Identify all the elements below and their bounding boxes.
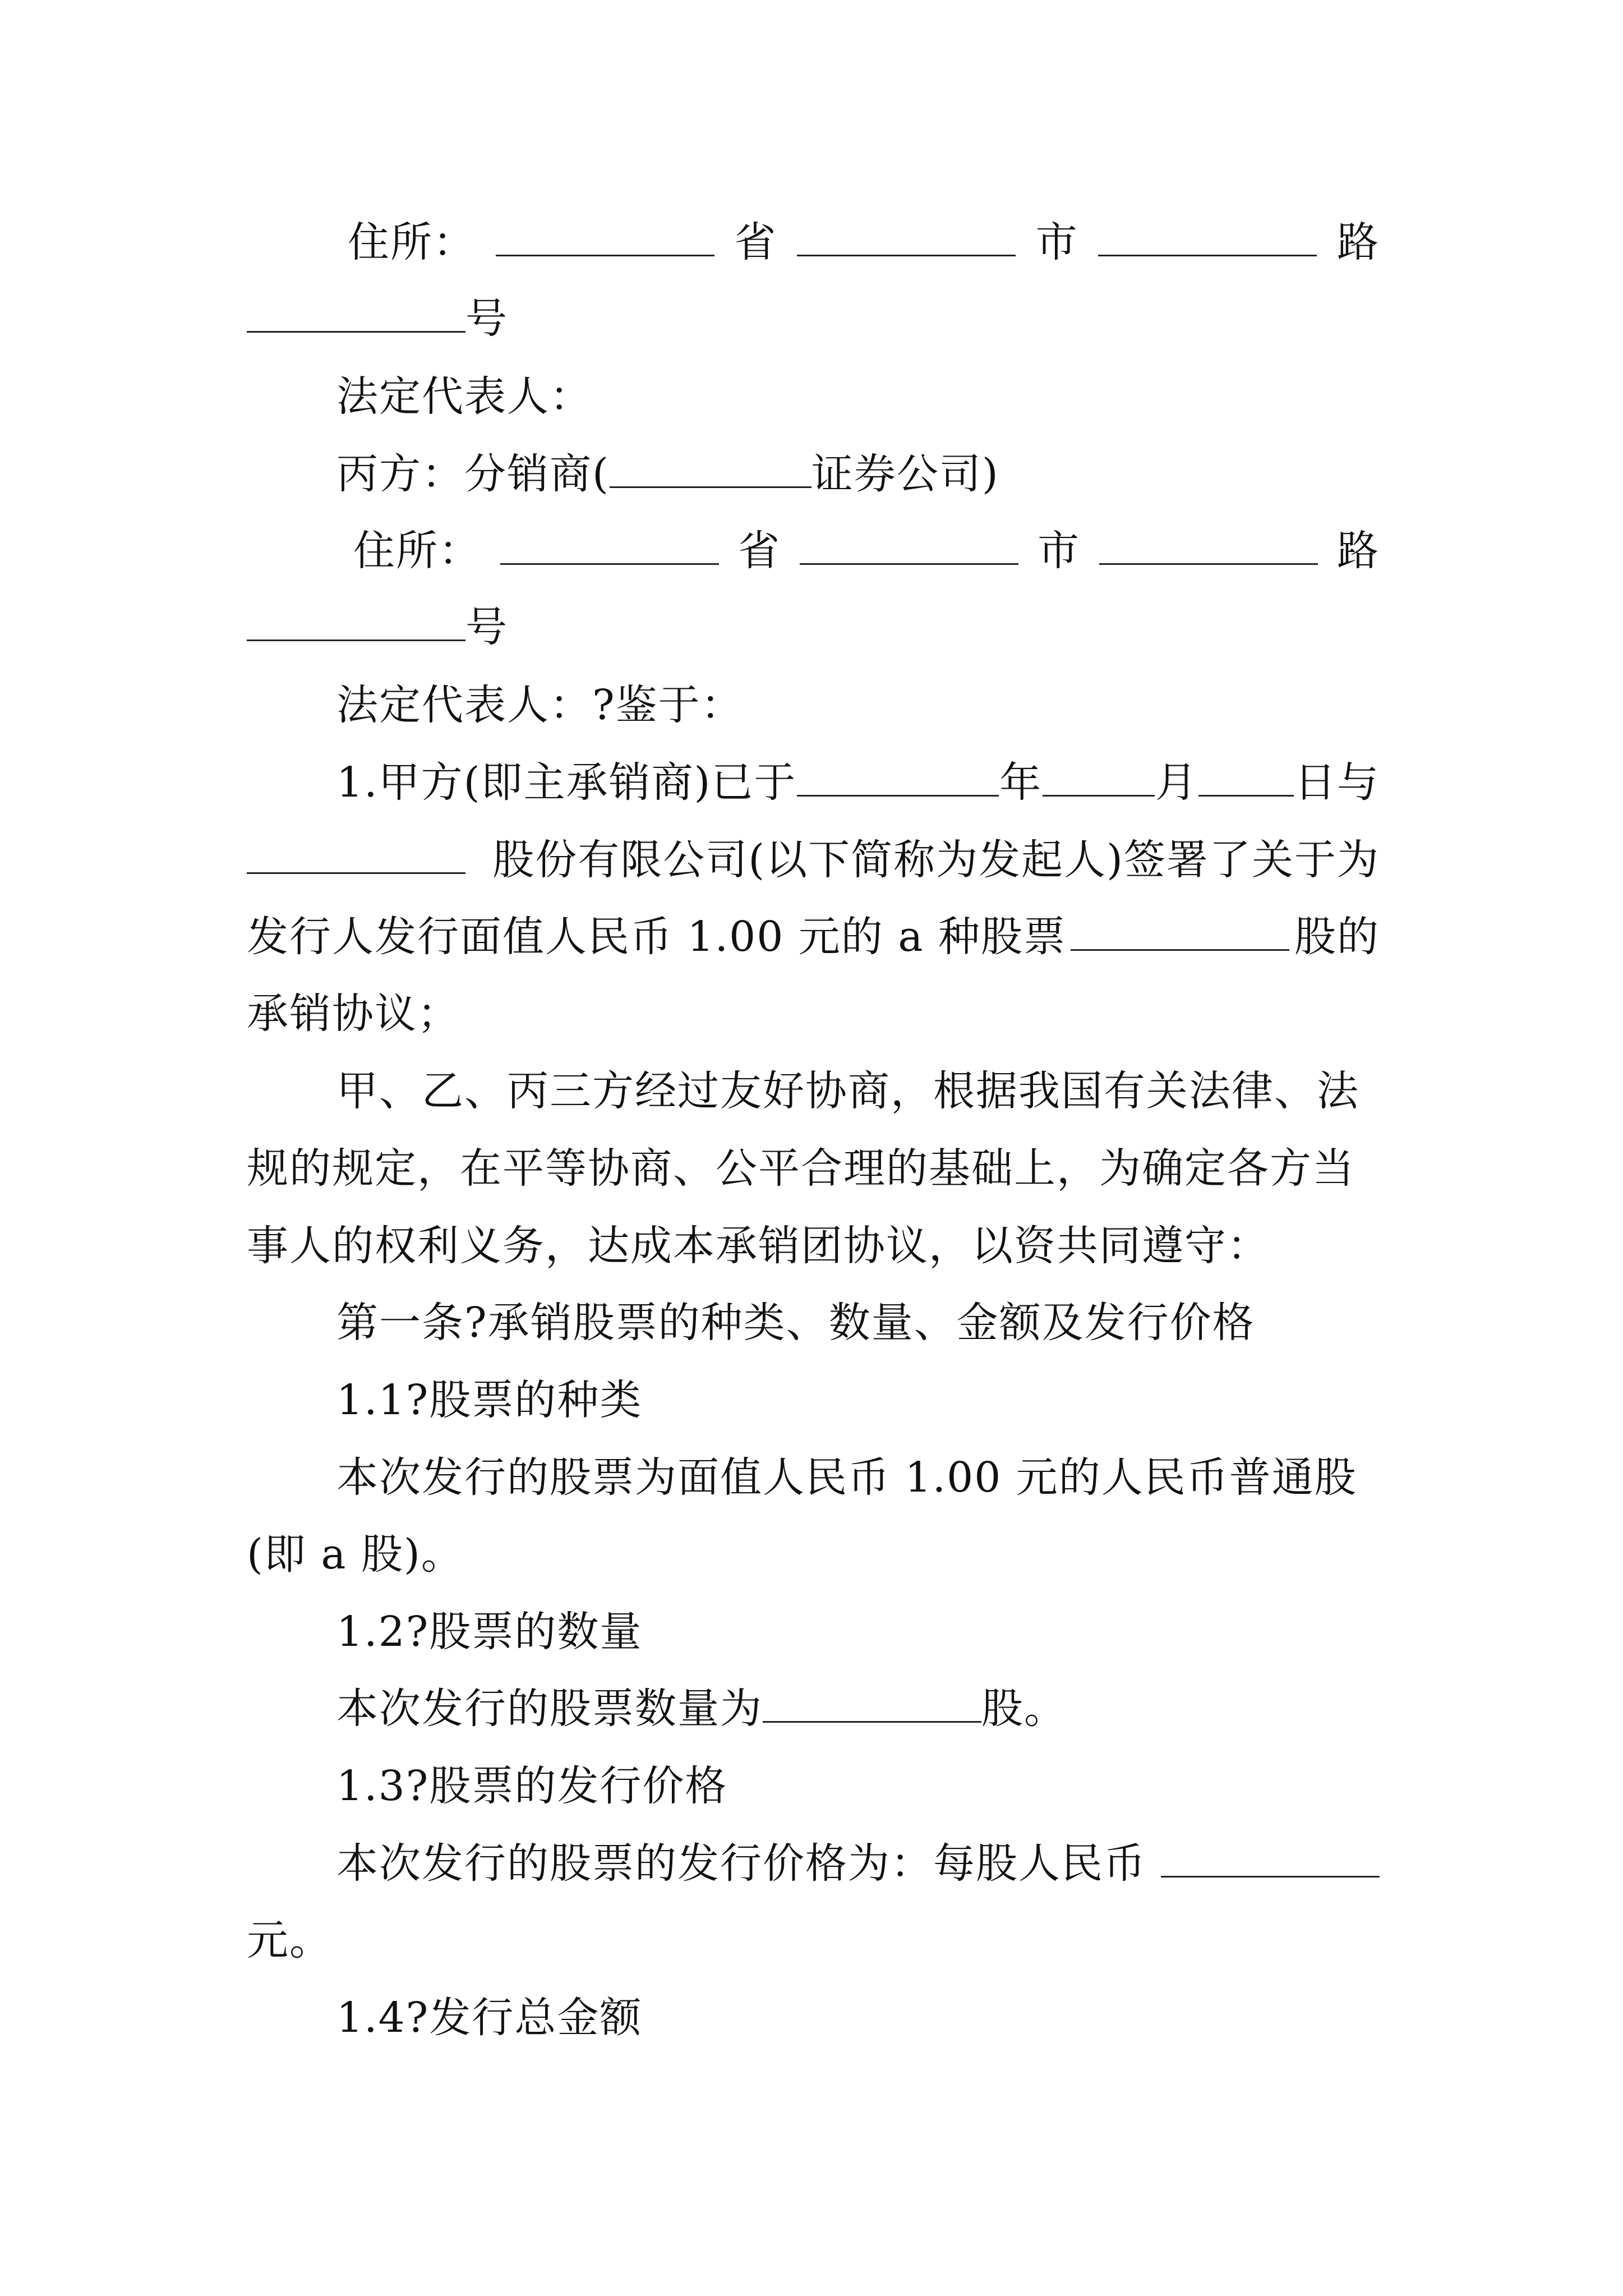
recital-1-part3: 发行人发行面值人民币 1.00 元的 a 种股票 [247,913,1066,961]
party-c-rep: 法定代表人：?鉴于： [336,681,744,729]
number-label: 号 [465,295,508,343]
road-label: 路 [1336,218,1380,266]
party-b-rep: 法定代表人： [336,372,592,421]
address-label: 住所： [353,527,481,575]
province-blank [500,524,719,565]
road-blank [1099,524,1318,565]
preamble-line-1: 甲、乙、丙三方经过友好协商，根据我国有关法律、法 [336,1067,1359,1115]
recital-1-part2: 股份有限公司(以下简称为发起人)签署了关于为 [492,836,1380,884]
party-c-address-number-line [247,599,508,655]
recital-1-line-1 [336,754,1380,811]
city-label: 市 [1038,527,1080,575]
year-label: 年 [999,758,1043,807]
section-1-3-body-prefix: 本次发行的股票的发行价格为：每股人民币 [336,1839,1146,1888]
province-label: 省 [738,527,781,575]
share-quantity-blank [763,1682,981,1723]
section-1-3-body-line-1 [336,1835,1380,1892]
number-blank [247,292,465,333]
share-count-blank [1071,910,1289,951]
section-1-3-title: 1.3?股票的发行价格 [336,1762,728,1810]
section-1-1-body-line-1: 本次发行的股票为面值人民币 1.00 元的人民币普通股 [336,1453,1357,1502]
section-1-3-body-line-2: 元。 [247,1916,332,1964]
city-blank [797,215,1016,256]
city-blank [800,524,1018,565]
recital-1-line-4: 承销协议； [247,990,460,1038]
city-label: 市 [1035,218,1078,266]
party-c-address-line [353,523,1380,579]
section-1-2-body-suffix: 股。 [981,1685,1067,1733]
recital-1-part4: 股的 [1294,913,1380,961]
section-1-2-body [336,1681,1067,1737]
section-1-2-title: 1.2?股票的数量 [336,1608,643,1656]
securities-company-blank [610,447,811,488]
section-1-2-body-prefix: 本次发行的股票数量为 [336,1685,763,1733]
section-1-4-title: 1.4?发行总金额 [336,1994,643,2042]
party-c-title [336,446,999,502]
day-blank [1198,756,1294,797]
company-blank [247,833,465,874]
province-blank [496,215,714,256]
number-blank [247,600,465,641]
party-c-title-prefix: 丙方：分销商( [336,450,610,498]
preamble-line-3: 事人的权利义务，达成本承销团协议，以资共同遵守： [247,1222,1270,1270]
preamble-line-2: 规的规定，在平等协商、公平合理的基础上，为确定各方当 [247,1144,1355,1193]
number-label: 号 [465,603,508,651]
road-label: 路 [1337,527,1380,575]
province-label: 省 [734,218,777,266]
section-1-1-body-line-2: (即 a 股)。 [247,1530,464,1579]
month-blank [1043,756,1155,797]
party-b-address-line [348,214,1380,270]
party-c-title-suffix: 证券公司) [811,450,999,498]
article-1-title: 第一条?承销股票的种类、数量、金额及发行价格 [336,1299,1255,1347]
recital-1-line-2 [247,832,1380,888]
recital-1-line-3 [247,909,1380,965]
issue-price-blank [1161,1837,1380,1878]
party-b-address-number-line [247,291,508,347]
road-blank [1098,215,1317,256]
section-1-1-title: 1.1?股票的种类 [336,1376,643,1424]
month-label: 月 [1155,758,1198,807]
day-label: 日与 [1294,758,1380,807]
year-blank [797,756,999,797]
recital-1-part1: 1.甲方(即主承销商)已于 [336,758,797,807]
address-label: 住所： [348,218,476,266]
